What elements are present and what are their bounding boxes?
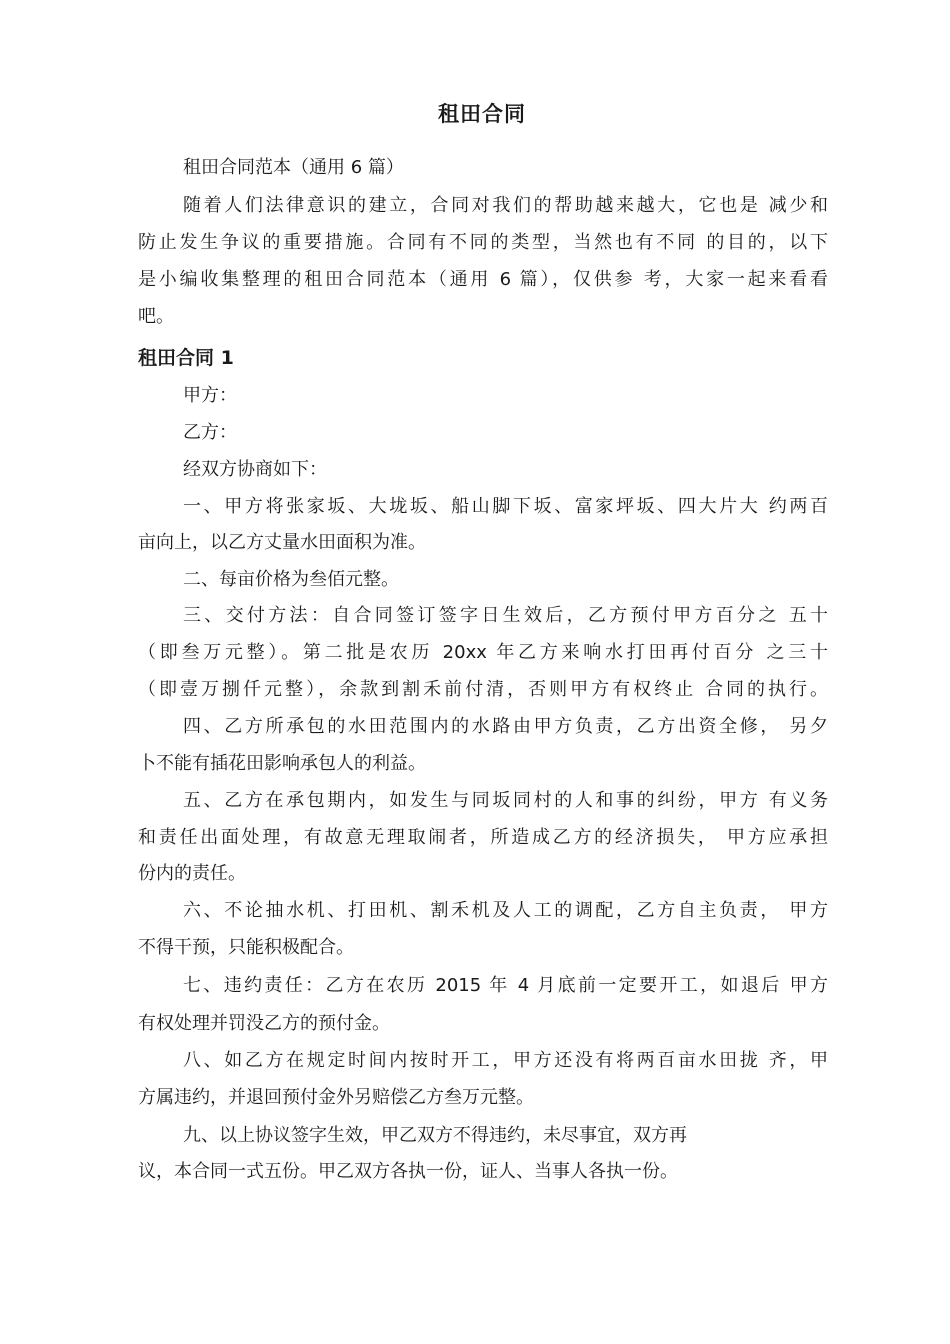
clause-5-line-2: 和责任出面处理，有故意无理取闹者，所造成乙方的经济损失， 甲方应承担: [138, 827, 828, 848]
intro-line-2: 防止发生争议的重要措施。合同有不同的类型，当然也有不同 的目的，以下: [138, 232, 828, 253]
clause-5-line-3: 份内的责任。: [138, 863, 246, 884]
clause-7-line-2: 有权处理并罚没乙方的预付金。: [138, 1013, 390, 1034]
document-subtitle: 租田合同范本（通用 6 篇）: [183, 157, 404, 178]
clause-9-line-1: 九、以上协议签字生效，甲乙双方不得违约，未尽事宜，双方再: [183, 1125, 687, 1146]
clause-9-line-2: 议，本合同一式五份。甲乙双方各执一份，证人、当事人各执一份。: [138, 1161, 678, 1182]
section-heading: 租田合同 1: [138, 347, 234, 369]
party-a-label: 甲方：: [183, 385, 237, 406]
clause-7-line-1: 七、违约责任：乙方在农历 2015 年 4 月底前一定要开工，如退后 甲方: [183, 975, 828, 996]
clause-4-line-1: 四、乙方所承包的水田范围内的水路由甲方负责，乙方出资全修， 另夕: [183, 716, 828, 737]
clause-3-line-3: （即壹万捌仟元整），余款到割禾前付清，否则甲方有权终止 合同的执行。: [138, 679, 828, 700]
clause-3-line-2: （即叁万元整）。第二批是农历 20xx 年乙方来响水打田再付百分 之三十: [138, 642, 828, 663]
intro-line-3: 是小编收集整理的租田合同范本（通用 6 篇），仅供参 考，大家一起来看看: [138, 269, 828, 290]
party-b-label: 乙方：: [183, 422, 237, 443]
clause-2-line-1: 二、每亩价格为叁佰元整。: [183, 569, 399, 590]
clause-6-line-1: 六、不论抽水机、打田机、割禾机及人工的调配，乙方自主负责， 甲方: [183, 900, 828, 921]
intro-line-1: 随着人们法律意识的建立，合同对我们的帮助越来越大，它也是 减少和: [183, 195, 828, 216]
clause-5-line-1: 五、乙方在承包期内，如发生与同坂同村的人和事的纠纷，甲方 有义务: [183, 790, 828, 811]
clause-1-line-2: 亩向上，以乙方丈量水田面积为准。: [138, 532, 426, 553]
clause-6-line-2: 不得干预，只能积极配合。: [138, 937, 354, 958]
clause-1-line-1: 一、甲方将张家坂、大垅坂、船山脚下坂、富家坪坂、四大片大 约两百: [183, 496, 828, 517]
clause-8-line-2: 方属违约，并退回预付金外另赔偿乙方叁万元整。: [138, 1087, 534, 1108]
intro-line-4: 吧。: [138, 306, 174, 327]
negotiation-line: 经双方协商如下：: [183, 459, 327, 480]
clause-8-line-1: 八、如乙方在规定时间内按时开工，甲方还没有将两百亩水田拢 齐，甲: [183, 1050, 828, 1071]
document-title: 租田合同: [438, 102, 526, 126]
clause-3-line-1: 三、交付方法：自合同签订签字日生效后，乙方预付甲方百分之 五十: [183, 605, 828, 626]
clause-4-line-2: 卜不能有插花田影响承包人的利益。: [138, 753, 426, 774]
